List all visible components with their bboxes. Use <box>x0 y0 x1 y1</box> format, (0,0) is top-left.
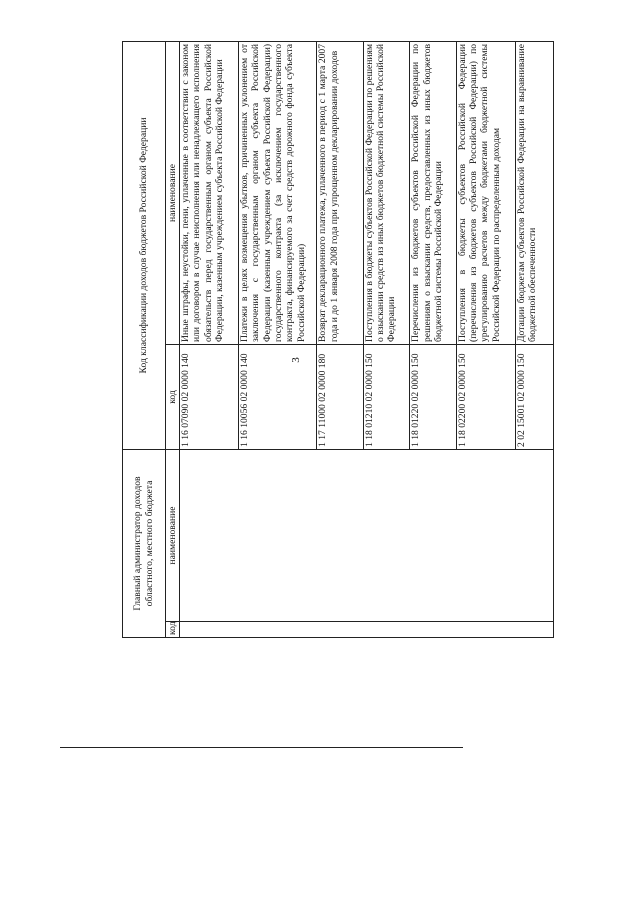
table-row <box>180 41 239 637</box>
row-code: 1 17 11000 02 0000 180 <box>317 344 363 449</box>
admin-name-cell <box>180 449 554 621</box>
row-code: 1 16 07090 02 0000 140 <box>180 344 239 449</box>
chief-admin-header: Главный администратор доходов областного, местного бюджета <box>123 449 166 637</box>
page-number: 3 <box>290 357 302 363</box>
admin-code-header: код <box>166 622 180 638</box>
row-name: Иные штрафы, неустойки, пени, уплаченные в соответствии с законом или договором в случае неисполнения или ненадлежащего исполнения обязательств перед государственным органом субъекта Российской Федерации, казенным учреждением субъекта Российской Федерации <box>180 41 239 344</box>
footnote-divider <box>60 747 463 748</box>
classification-name-header: наименование <box>166 41 180 344</box>
row-code: 1 18 01220 02 0000 150 <box>410 344 456 449</box>
rotated-table-container <box>122 42 554 638</box>
row-name: Платежи в целях возмещения убытков, причиненных уклонением от заключения с государственным органом субъекта Российской Федерации (казенным учреждением субъекта Российской Федерации) государственного контракта (за исключением государственного контракта, финансируемого за счет средств дорожного фонда субъекта Российской Федерации) <box>239 41 317 344</box>
row-name: Поступления в бюджеты субъектов Российской Федерации по решениям о взыскании средств из иных бюджетов бюджетной системы Российской Федерации <box>363 41 409 344</box>
row-code: 1 18 01210 02 0000 150 <box>363 344 409 449</box>
classification-code-header: код <box>166 344 180 449</box>
row-name: Перечисления из бюджетов субъектов Российской Федерации по решениям о взыскании средств, предоставленных из иных бюджетов бюджетной системы Российской Федерации <box>410 41 456 344</box>
header-row-3 <box>166 41 180 637</box>
row-code: 2 02 15001 02 0000 150 <box>515 344 553 449</box>
row-name: Возврат декларационного платежа, уплаченного в период с 1 марта 2007 года и до 1 января 2008 года при упрощенном декларировании доходов <box>317 41 363 344</box>
row-code: 1 16 10056 02 0000 140 <box>239 344 317 449</box>
classification-header: Код классификации доходов бюджетов Российской Федерации <box>123 41 166 449</box>
admin-code-cell <box>180 622 554 638</box>
admin-name-header: наименование <box>166 449 180 621</box>
header-row-1 <box>123 41 149 637</box>
row-code: 1 18 02200 02 0000 150 <box>456 344 515 449</box>
row-name: Поступления в бюджеты субъектов Российской Федерации (перечисления из бюджетов субъектов Российской Федерации) по урегулированию расчетов между бюджетами бюджетной системы Российской Федерации по распределенным доходам <box>456 41 515 344</box>
row-name: Дотации бюджетам субъектов Российской Федерации на выравнивание бюджетной обеспеченности <box>515 41 553 344</box>
revenue-classification-table <box>122 41 554 638</box>
